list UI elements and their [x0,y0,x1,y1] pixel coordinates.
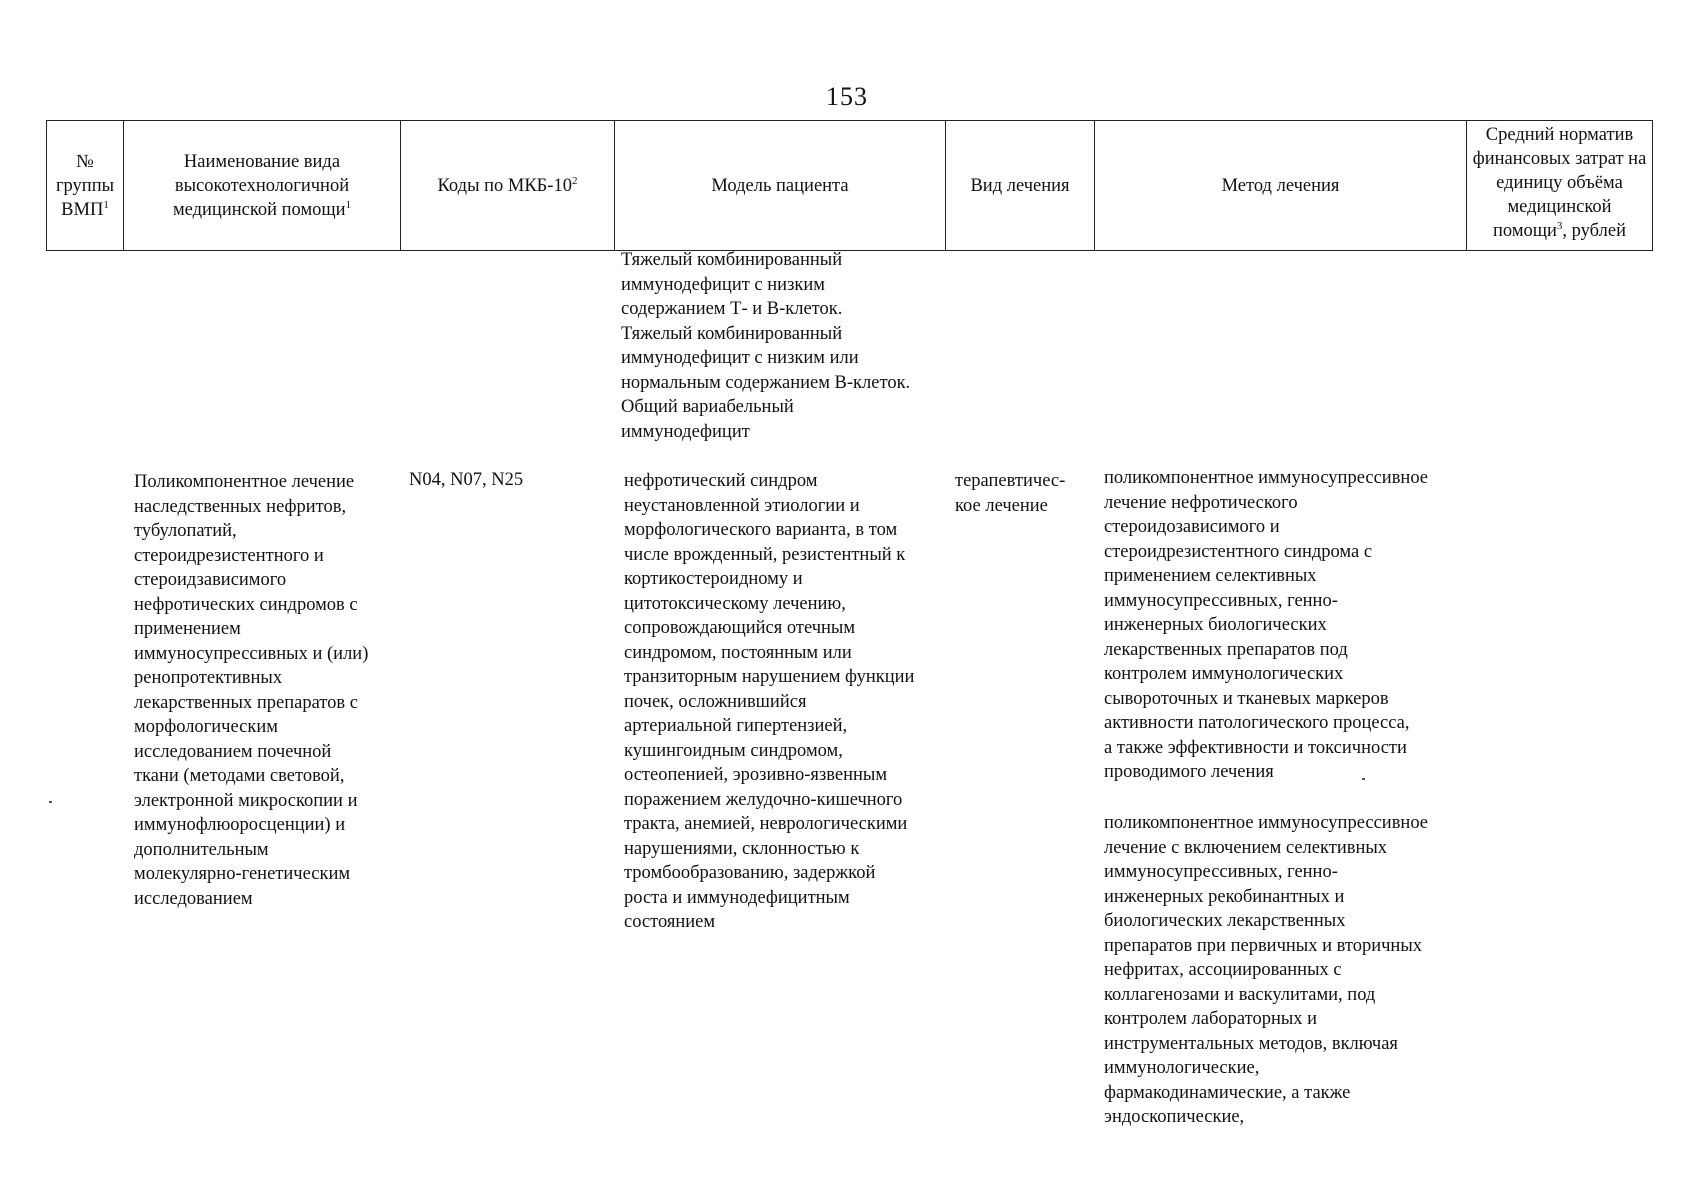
header-average-cost [1467,121,1653,251]
header-treatment-type: Вид лечения [946,121,1095,251]
scan-speck [1362,778,1365,780]
header-group-number [47,121,124,251]
header-treatment-method: Метод лечения [1095,121,1467,251]
treatment-type-cell: терапевтичес- кое лечение [955,471,1066,516]
patient-model-cell: нефротический синдром неустановленной этиологии и морфологического варианта, в том числе врожденный, резистентный к кортикостероидному и цитотоксическому лечению, сопровождающийся отечным синдромом, постоянным или транзиторным нарушением функции почек, осложнившийся артериальной гипертензией, кушингоидным синдромом, остеопенией, эрозивно-язвенным поражением желудочно-кишечного тракта, анемией, неврологическими нарушениями, склонностью к тромбообразованию, задержкой роста и иммунодефицитным состоянием [624,471,915,932]
continued-patient-model: Тяжелый комбинированный иммунодефицит с низким содержанием Т- и В-клеток. Тяжелый комбинированный иммунодефицит с низким или нормальным содержанием В-клеток. Общий вариабельный иммунодефицит [621,250,911,442]
footnote-marker: 1 [103,198,109,211]
header-care-type-name [124,121,401,251]
treatment-method-2-cell: поликомпонентное иммуносупрессивное лечение с включением селективных иммуносупрессивных, генно- инженерных рекобинантных и биологических лекарственных препаратов при первичных и вторичных нефритах, ассоциированных с коллагенозами и васкулитами, под контролем лабораторных и инструментальных методов, включая иммунологические, фармакодинамические, а также эндоскопические, [1104,813,1429,1127]
footnote-marker: 3 [1556,219,1563,232]
treatment-method-1-cell: поликомпонентное иммуносупрессивное лечение нефротического стероидозависимого и стероидрезистентного синдрома с применением селективных иммуносупрессивных, генно- инженерных биологических лекарственных препаратов под контролем иммунологических сывороточных и тканевых маркеров активности патологического процесса, а также эффективности и токсичности проводимого лечения [1104,468,1429,782]
table-header [46,120,1653,251]
header-icd-codes-text: Коды по МКБ-10 [437,175,572,196]
header-care-type-name-text: Наименование вида высокотехнологичной медицинской помощи [172,151,350,220]
footnote-marker: 1 [345,198,352,211]
header-group-number-text: № группы ВМП [55,151,115,220]
header-icd-codes [401,121,615,251]
scan-speck [49,801,52,803]
header-average-cost-unit: , рублей [1562,221,1626,241]
header-average-cost-text: Средний норматив финансовых затрат на единицу объёма медицинской помощи [1472,125,1647,241]
page-number: 153 [826,82,868,111]
care-type-name-cell: Поликомпонентное лечение наследственных нефритов, тубулопатий, стероидрезистентного и стероидзависимого нефротических синдромов с применением иммуносупрессивных и (или) ренопротективных лекарственных препаратов с морфологическим исследованием почечной ткани (методами световой, электронной микроскопии и иммунофлюоросценции) и дополнительным молекулярно-генетическим исследованием [134,472,369,909]
icd-codes-cell: N04, N07, N25 [409,470,524,490]
footnote-marker: 2 [571,174,578,187]
header-patient-model: Модель пациента [615,121,946,251]
